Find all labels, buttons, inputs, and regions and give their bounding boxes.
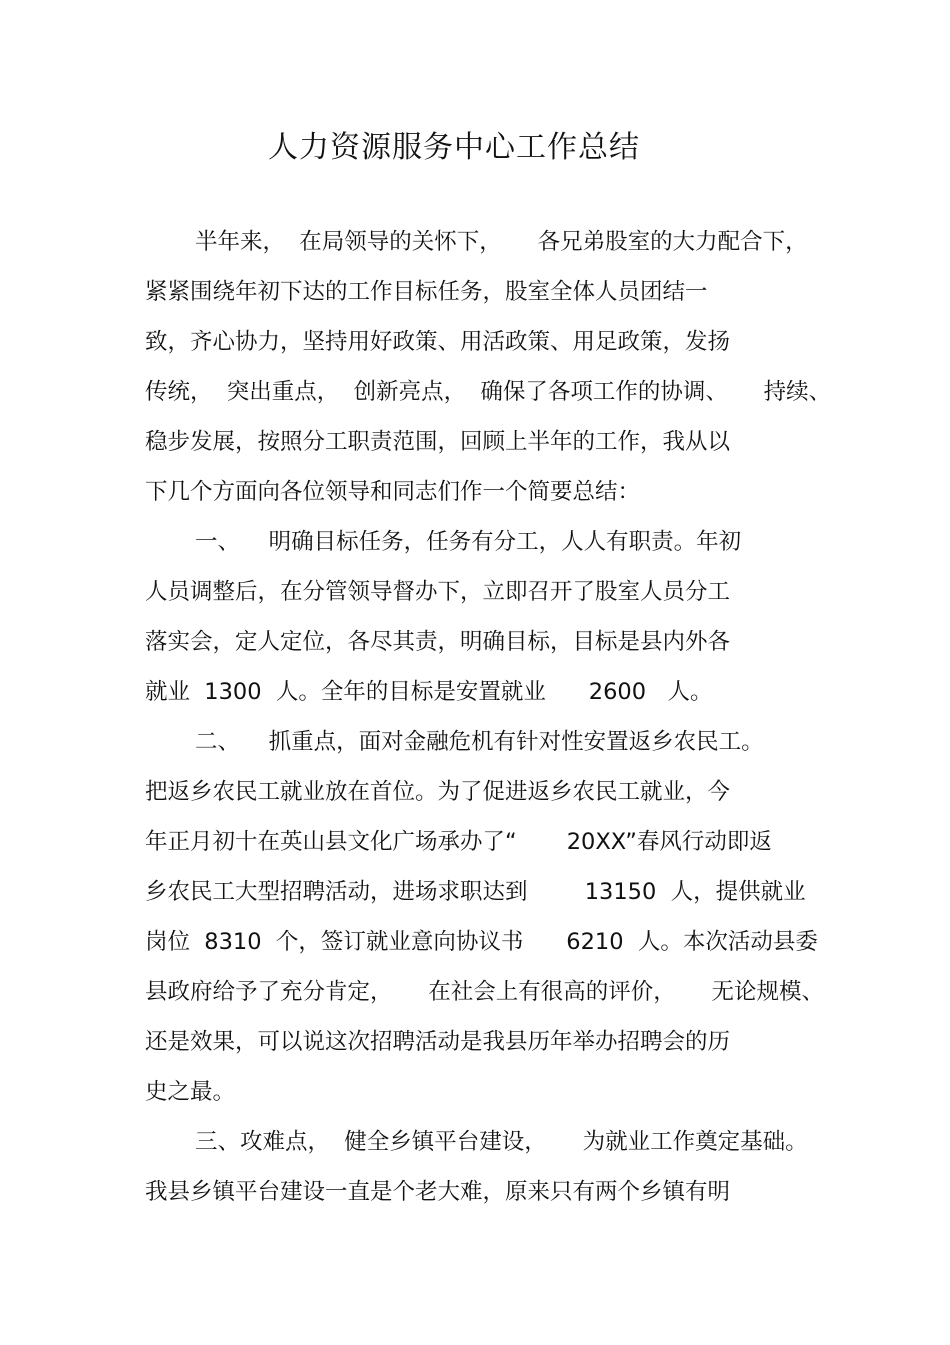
paragraph-line: 致，齐心协力，坚持用好政策、用活政策、用足政策，发扬 [145,329,731,355]
paragraph-line: 半年来， 在局领导的关怀下， 各兄弟股室的大力配合下， [195,229,808,255]
paragraph-line: 县政府给予了充分肯定， 在社会上有很高的评价， 无论规模、 [145,979,825,1005]
paragraph-line: 还是效果，可以说这次招聘活动是我县历年举办招聘会的历 [145,1029,731,1055]
paragraph-line: 岗位 8310 个，签订就业意向协议书 6210 人。本次活动县委 [145,929,818,955]
paragraph-line: 三、攻难点， 健全乡镇平台建设， 为就业工作奠定基础。 [195,1129,808,1155]
paragraph-line: 我县乡镇平台建设一直是个老大难，原来只有两个乡镇有明 [145,1179,731,1205]
paragraph-line: 落实会，定人定位，各尽其责，明确目标，目标是县内外各 [145,629,731,655]
paragraph-line: 年正月初十在英山县文化广场承办了“ 20XX”春风行动即返 [145,829,772,855]
paragraph-line: 人员调整后，在分管领导督办下，立即召开了股室人员分工 [145,579,731,605]
paragraph-line: 二、 抓重点，面对金融危机有针对性安置返乡农民工。 [195,729,764,755]
paragraph-line: 下几个方面向各位领导和同志们作一个简要总结： [145,479,641,505]
paragraph-line: 乡农民工大型招聘活动，进场求职达到 13150 人，提供就业 [145,879,806,905]
paragraph-line: 把返乡农民工就业放在首位。为了促进返乡农民工就业，今 [145,779,731,805]
paragraph-line: 就业 1300 人。全年的目标是安置就业 2600 人。 [145,679,713,705]
paragraph-line: 紧紧围绕年初下达的工作目标任务，股室全体人员团结一 [145,279,708,305]
paragraph-line: 传统， 突出重点， 创新亮点， 确保了各项工作的协调、 持续、 [145,379,832,405]
document-title: 人力资源服务中心工作总结 [268,130,640,165]
paragraph-line: 史之最。 [145,1079,236,1105]
paragraph-line: 稳步发展，按照分工职责范围，回顾上半年的工作，我从以 [145,429,731,455]
paragraph-line: 一、 明确目标任务，任务有分工，人人有职责。年初 [195,529,742,555]
